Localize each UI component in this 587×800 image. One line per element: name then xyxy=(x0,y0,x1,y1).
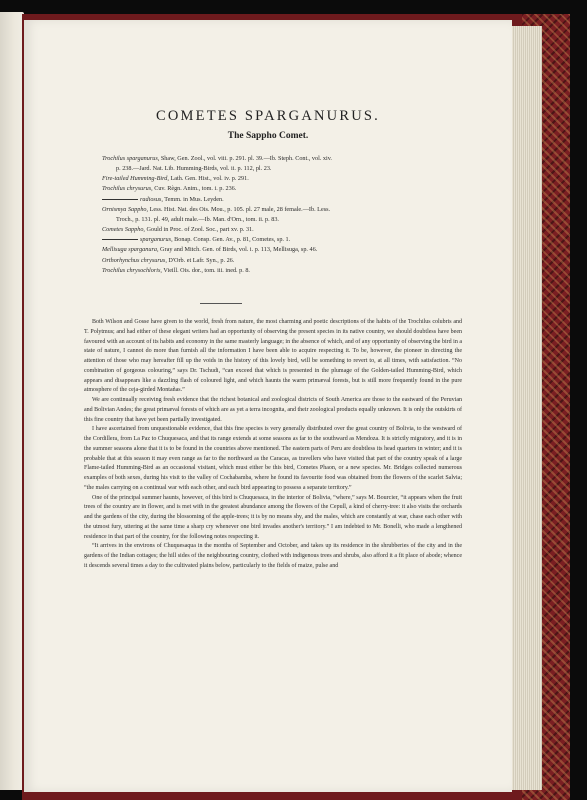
paragraph: Both Wilson and Gosse have given to the world, fresh from nature, the most charming and poetic descriptions of the habits of the Trochilus colubris and T. Polytmus; and had either of these elegant writers had an opportunity of observing the present species in its native country, we should doubtless have been favoured with an account of its habits and economy in the same masterly language; in the absence of which, and of any opportunity of observing the bird in a state of nature, I cannot do more than furnish all the information I have been able to acquire respecting it. To be, however, the pioneer in directing the attention of those who may hereafter fill up the voids in the history of this lovely bird, will be something to revert to, at all times, with satisfaction. “No combination of gorgeous colouring,” says Dr. Tschudi, “can exceed that which is presented in the plumage of the Golden-tailed Humming-Bird, which appears and disappears like a dazzling flash of coloured light, and which haunts the warm primæval forests, but is still more frequently found in the pure atmosphere of the ceja-girded Montañas.” xyxy=(84,319,462,394)
synonymy-block xyxy=(102,154,462,276)
synonymy-line: sparganurus, Bonap. Consp. Gen. Av., p. 81, Cometes, sp. 1. xyxy=(102,235,462,245)
page-subtitle: The Sappho Comet. xyxy=(227,131,309,141)
synonymy-line: radiosus, Temm. in Mus. Leyden. xyxy=(102,195,462,205)
synonymy-line: Trochilus chrysochloris, Vieill. Ois. dor., tom. iii. ined. p. 8. xyxy=(102,266,250,274)
synonymy-line: Ornismya Sappho, Less. Hist. Nat. des Ois. Mou., p. 105. pl. 27 male, 28 female.—Ib. Less. xyxy=(102,205,331,213)
synonymy-line: Cometes Sappho, Gould in Proc. of Zool. Soc., part xv. p. 31. xyxy=(102,226,254,234)
synonymy-line: Orthorhynchus chrysurus, D'Orb. et Lafr. Syn., p. 26. xyxy=(102,256,235,264)
synonymy-line: p. 238.—Jard. Nat. Lib. Humming-Birds, vol. ii. p. 112, pl. 23. xyxy=(116,165,272,173)
paragraph: We are continually receiving fresh evidence that the richest botanical and zoological districts of South America are those to the eastward of the Peruvian and Bolivian Andes; the great primæval forests of which are as yet a terra incognita, and their zoological products equally unknown. It is only the outskirts of this fine country that have yet been partially investigated. xyxy=(84,397,462,423)
body-text xyxy=(84,318,462,572)
synonymy-line: Fire-tailed Humming-Bird, Lath. Gen. Hist., vol. iv. p. 291. xyxy=(102,175,249,183)
facing-page-edge xyxy=(0,12,24,790)
section-divider xyxy=(200,303,242,304)
synonymy-line: Trochilus chrysurus, Cuv. Règn. Anim., tom. i. p. 236. xyxy=(102,185,237,193)
ditto-dash xyxy=(102,239,138,240)
page-stack-edges xyxy=(508,26,542,790)
synonymy-line: Troch., p. 131. pl. 49, adult male.—Ib. Man. d'Orn., tom. ii. p. 83. xyxy=(116,215,279,223)
paragraph: One of the principal summer haunts, however, of this bird is Chuquesaca, in the interior of Bolivia, “where,” says M. Bourcier, “it appears when the fruit trees of the country are in flower, and is met with in the greatest abundance among the flowers of the Cepull, a kind of cherry-tree: it also visits the orchards and the gardens of the city, during the blossoming of the apple-trees; it is by no means shy, and the males, which are constantly at war, chase each other with the utmost fury, uttering at the same time a sharp cry whenever one bird invades another's territory.” I am indebted to Mr. Bonelli, who made a lengthened residence in that part of the country, for the following notes respecting it. xyxy=(84,494,462,540)
page-title: COMETES SPARGANURUS. xyxy=(156,108,380,124)
book-page xyxy=(24,20,512,792)
paragraph: “It arrives in the environs of Chuquesaqua in the months of September and October, and takes up its residence in the shrubberies of the city and in the gardens of the Indian cottages; the hill sides of the neighbouring country, clothed with indigenous trees and shrubs, also afford it a fit place of abode; whence it descends several times a day to the cultivated plains below, particularly to the fields of maize, pulse and xyxy=(84,543,462,569)
synonymy-line: Mellisuga sparganura, Gray and Mitch. Gen. of Birds, vol. i. p. 113, Mellisuga, sp. 46. xyxy=(102,246,318,254)
synonymy-line: Trochilus sparganurus, Shaw, Gen. Zool., vol. viii. p. 291. pl. 39.—Ib. Steph. Cont., vol. xiv. xyxy=(102,155,332,162)
paragraph: I have ascertained from unquestionable evidence, that this fine species is very generally distributed over the great country of Bolivia, to the westward of the Cordillera, from La Paz to Chuquesaca, and that its range extends at some seasons as far to the southward as Mendoza. It is strictly migratory, and it is in the summer seasons alone that it is to be found in the countries above mentioned. The eastern parts of Peru are doubtless its head quarters in winter; and it is probable that at this season it may even range as far to the northward as the Caracas, as travellers who have visited that part of the country speak of a large Flame-tailed Humming-Bird as an occasional visitant, which must either be this bird, Cometes Phaon, or a new species. Mr. Bridges collected numerous examples of both sexes, during his visit to the valley of Cochabamba, where he found its favourite food was obtained from the flowers of the scarlet Salvia; “the males carrying on a continual war with each other, and each bird appearing to possess a separate territory.” xyxy=(84,426,462,491)
ditto-dash xyxy=(102,199,138,200)
